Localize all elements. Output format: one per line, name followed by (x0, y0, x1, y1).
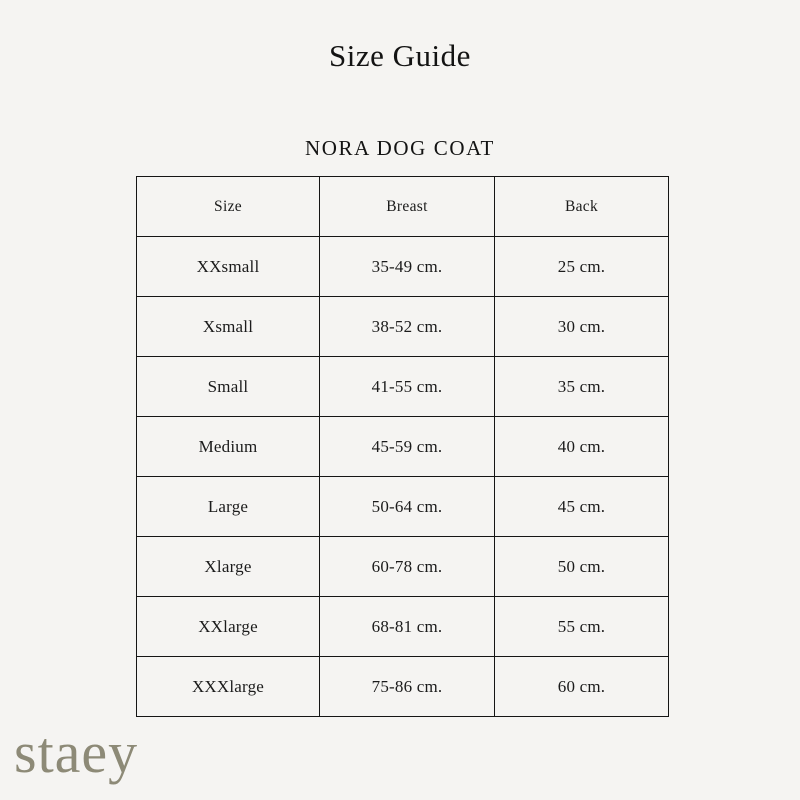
column-header-size: Size (137, 177, 320, 237)
table-row (137, 237, 669, 297)
cell-size: Xsmall (137, 297, 320, 357)
cell-breast: 45-59 cm. (320, 417, 495, 477)
cell-back: 40 cm. (495, 417, 669, 477)
cell-breast: 41-55 cm. (320, 357, 495, 417)
table-header (137, 177, 669, 237)
cell-back: 50 cm. (495, 537, 669, 597)
cell-back: 55 cm. (495, 597, 669, 657)
cell-breast: 60-78 cm. (320, 537, 495, 597)
cell-size: XXsmall (137, 237, 320, 297)
table-row (137, 417, 669, 477)
size-table (136, 176, 669, 717)
size-table-container (136, 176, 668, 717)
cell-back: 30 cm. (495, 297, 669, 357)
cell-breast: 50-64 cm. (320, 477, 495, 537)
table-row (137, 477, 669, 537)
page-title: Size Guide (329, 38, 471, 73)
table-row (137, 537, 669, 597)
cell-back: 35 cm. (495, 357, 669, 417)
cell-size: Small (137, 357, 320, 417)
table-row (137, 357, 669, 417)
table-body (137, 237, 669, 717)
cell-breast: 38-52 cm. (320, 297, 495, 357)
cell-size: Xlarge (137, 537, 320, 597)
table-header-row (137, 177, 669, 237)
cell-breast: 75-86 cm. (320, 657, 495, 717)
cell-back: 45 cm. (495, 477, 669, 537)
cell-size: Medium (137, 417, 320, 477)
table-row (137, 297, 669, 357)
cell-back: 60 cm. (495, 657, 669, 717)
cell-size: XXlarge (137, 597, 320, 657)
column-header-breast: Breast (320, 177, 495, 237)
cell-back: 25 cm. (495, 237, 669, 297)
cell-size: Large (137, 477, 320, 537)
product-name: NORA DOG COAT (305, 136, 495, 160)
table-row (137, 657, 669, 717)
cell-breast: 35-49 cm. (320, 237, 495, 297)
brand-logo: staey (14, 720, 139, 785)
column-header-back: Back (495, 177, 669, 237)
table-row (137, 597, 669, 657)
cell-size: XXXlarge (137, 657, 320, 717)
cell-breast: 68-81 cm. (320, 597, 495, 657)
